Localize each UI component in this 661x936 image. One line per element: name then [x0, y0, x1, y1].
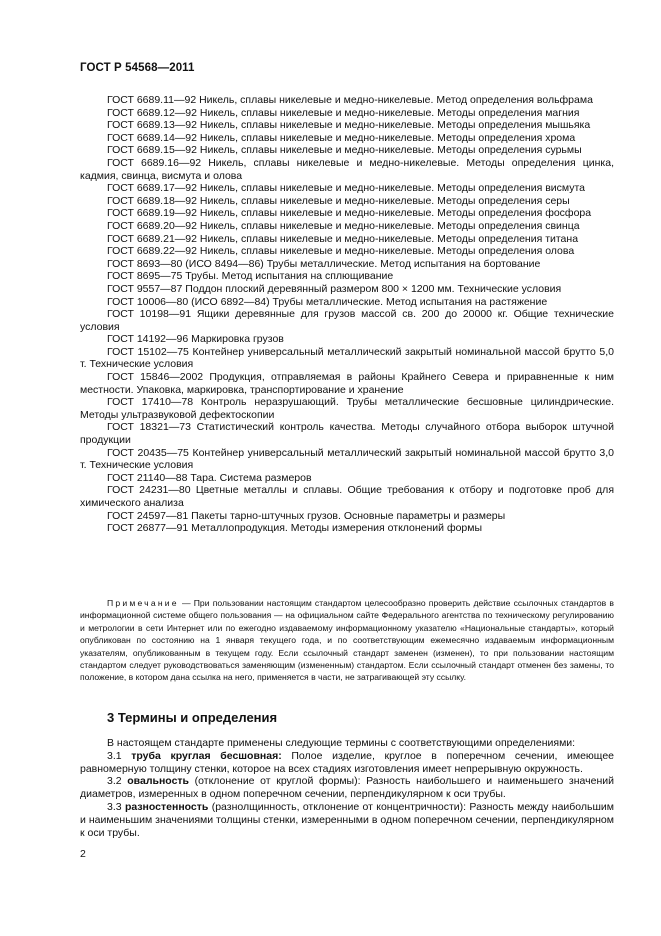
terms-intro: В настоящем стандарте применены следующие термины с соответствующими определениями:	[107, 737, 576, 749]
term-definition: Полое изделие, круглое в поперечном сечении, имеющее равномерную толщину стенки, которое на всех стадиях изготовления имеет непрерывную окружность.	[80, 749, 615, 775]
reference-item: ГОСТ 20435—75 Контейнер универсальный металлический закрытый номинальной массой брутто 3,0 т. Технические условия	[80, 446, 614, 472]
note-block	[80, 597, 614, 684]
reference-item: ГОСТ 6689.21—92 Никель, сплавы никелевые и медно-никелевые. Методы определения титана	[107, 232, 579, 245]
reference-item: ГОСТ 6689.15—92 Никель, сплавы никелевые и медно-никелевые. Методы определения сурьмы	[107, 144, 582, 157]
reference-item: ГОСТ 15102—75 Контейнер универсальный металлический закрытый номинальной массой брутто 5,0 т. Технические условия	[80, 345, 614, 371]
reference-item: ГОСТ 6689.16—92 Никель, сплавы никелевые и медно-никелевые. Методы определения цинка, кадмия, свинца, висмута и олова	[80, 156, 614, 182]
term-name: овальность	[127, 775, 190, 788]
section-title: 3 Термины и определения	[107, 710, 278, 725]
reference-item: ГОСТ 8693—80 (ИСО 8494—86) Трубы металлические. Метод испытания на бортование	[107, 257, 541, 270]
reference-item: ГОСТ 6689.14—92 Никель, сплавы никелевые и медно-никелевые. Методы определения хрома	[107, 131, 576, 144]
term-item	[80, 801, 614, 839]
normative-references-list	[80, 94, 614, 535]
term-item	[80, 775, 614, 801]
reference-item: ГОСТ 6689.13—92 Никель, сплавы никелевые и медно-никелевые. Методы определения мышьяка	[107, 119, 591, 132]
reference-item: ГОСТ 6689.19—92 Никель, сплавы никелевые и медно-никелевые. Методы определения фосфора	[107, 207, 592, 220]
term-number: 3.2	[107, 775, 122, 788]
reference-item: ГОСТ 15846—2002 Продукция, отправляемая в районы Крайнего Севера и приравненные к ним местности. Упаковка, маркировка, транспортирование и хранение	[80, 371, 614, 396]
reference-item: ГОСТ 24231—80 Цветные металлы и сплавы. Общие требования к отбору и подготовке проб для химического анализа	[80, 484, 614, 509]
page-number: 2	[80, 848, 86, 860]
reference-item: ГОСТ 14192—96 Маркировка грузов	[107, 333, 284, 346]
term-name: труба круглая бесшовная:	[131, 749, 282, 762]
term-number: 3.3	[107, 800, 122, 813]
reference-item: ГОСТ 6689.20—92 Никель, сплавы никелевые и медно-никелевые. Методы определения свинца	[107, 219, 580, 232]
reference-item: ГОСТ 18321—73 Статистический контроль качества. Методы случайного отбора выборок штучной продукции	[80, 421, 614, 447]
reference-item: ГОСТ 26877—91 Металлопродукция. Методы измерения отклонений формы	[107, 522, 483, 535]
note-paragraph	[80, 597, 614, 684]
reference-item: ГОСТ 17410—78 Контроль неразрушающий. Трубы металлические бесшовные цилиндрические. Методы ультразвуковой дефектоскопии	[80, 396, 614, 421]
reference-item: ГОСТ 6689.12—92 Никель, сплавы никелевые и медно-никелевые. Методы определения магния	[107, 106, 580, 119]
document-header: ГОСТ Р 54568—2011	[80, 62, 195, 74]
reference-item: ГОСТ 10006—80 (ИСО 6892—84) Трубы металлические. Метод испытания на растяжение	[107, 295, 548, 308]
note-label: Примечание	[107, 598, 179, 608]
reference-item: ГОСТ 6689.22—92 Никель, сплавы никелевые и медно-никелевые. Методы определения олова	[107, 245, 575, 258]
term-item	[80, 750, 614, 776]
term-name: разностенность	[124, 800, 209, 813]
reference-item: ГОСТ 8695—75 Трубы. Метод испытания на сплющивание	[107, 270, 394, 283]
reference-item: ГОСТ 6689.18—92 Никель, сплавы никелевые и медно-никелевые. Методы определения серы	[107, 194, 570, 207]
reference-item: ГОСТ 10198—91 Ящики деревянные для грузов массой св. 200 до 20000 кг. Общие технические условия	[80, 308, 614, 333]
terms-definitions	[80, 737, 614, 839]
term-number: 3.1	[107, 749, 122, 762]
reference-item: ГОСТ 21140—88 Тара. Система размеров	[107, 471, 312, 484]
note-text: — При пользовании настоящим стандартом целесообразно проверить действие ссылочных стандартов в информационной системе общего пользования — на официальном сайте Федерального агентства по техническому регулированию и метрологии в сети Интернет или по ежегодно издаваемому информационному указателю «Национальные стандарты», который опубликован по состоянию на 1 января текущего года, и по соответствующим ежемесячно издаваемым информационным указателям, опубликованным в текущем году. Если ссылочный стандарт заменен (изменен), то при пользовании настоящим стандартом следует руководствоваться заменяющим (измененным) стандартом. Если ссылочный стандарт отменен без замены, то положение, в котором дана ссылка на него, применяется в части, не затрагивающей эту ссылку.	[80, 598, 614, 683]
term-definition: (разнолщинность, отклонение от концентричности): Разность между наибольшим и наименьшим значениями толщины стенки, измеренными в одном поперечном сечении, перпендикулярном к оси трубы.	[80, 800, 614, 839]
reference-item: ГОСТ 24597—81 Пакеты тарно-штучных грузов. Основные параметры и размеры	[107, 509, 506, 522]
reference-item: ГОСТ 6689.17—92 Никель, сплавы никелевые и медно-никелевые. Методы определения висмута	[107, 182, 586, 195]
reference-item: ГОСТ 6689.11—92 Никель, сплавы никелевые и медно-никелевые. Метод определения вольфрама	[107, 94, 593, 106]
reference-item: ГОСТ 9557—87 Поддон плоский деревянный размером 800 × 1200 мм. Технические условия	[107, 282, 562, 295]
term-definition: (отклонение от круглой формы): Разность наибольшего и наименьшего значений диаметров, измеренных в одном поперечном сечении, перпендикулярном к оси трубы.	[80, 775, 614, 801]
